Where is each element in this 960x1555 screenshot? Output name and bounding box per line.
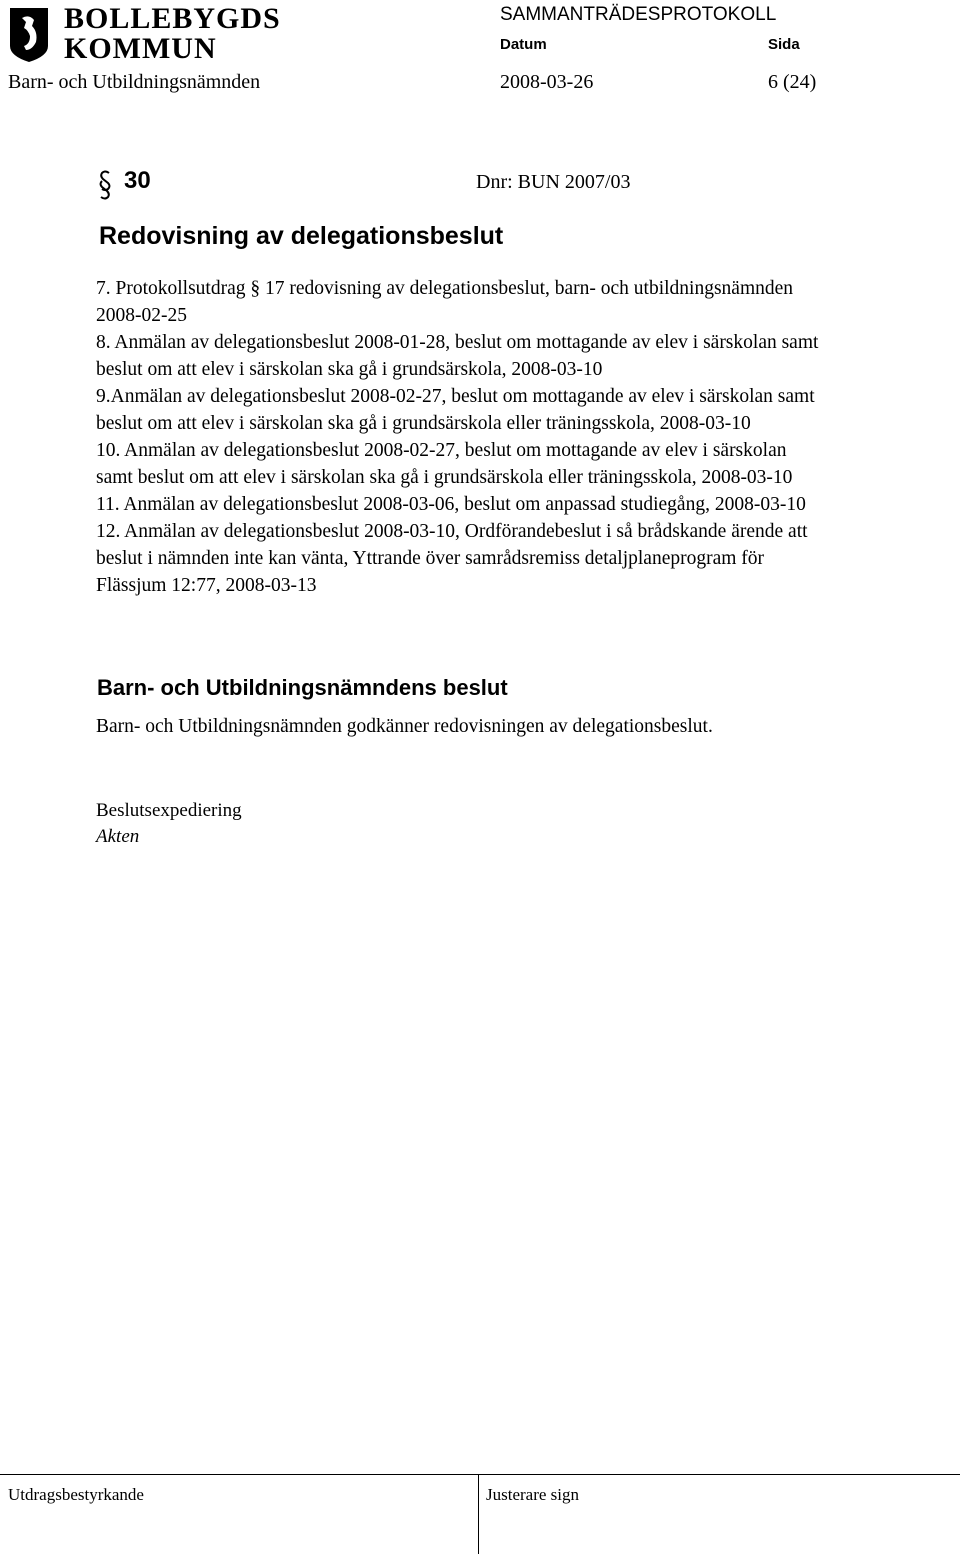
municipality-logo-icon: [8, 6, 50, 64]
list-line: 12. Anmälan av delegationsbeslut 2008-03-10, Ordförandebeslut i så brådskande ärende att: [96, 521, 808, 542]
logo-text-line2: KOMMUN: [64, 32, 217, 65]
list-line: samt beslut om att elev i särskolan ska gå i grundsärskola eller träningsskola, 2008-03-10: [96, 467, 793, 488]
list-line: beslut om att elev i särskolan ska gå i grundsärskola eller träningsskola, 2008-03-10: [96, 413, 751, 434]
paragraph-icon: [98, 170, 112, 200]
list-line: beslut i nämnden inte kan vänta, Yttrande över samrådsremiss detaljplaneprogram för: [96, 548, 765, 569]
expedition-label: Beslutsexpediering: [96, 800, 242, 821]
signature-footer: [0, 1474, 960, 1555]
list-line: 8. Anmälan av delegationsbeslut 2008-01-28, beslut om mottagande av elev i särskolan samt: [96, 332, 819, 353]
logo-text-line1: BOLLEBYGDS: [64, 2, 281, 35]
list-line: beslut om att elev i särskolan ska gå i grundsärskola, 2008-03-10: [96, 359, 603, 380]
diary-number: Dnr: BUN 2007/03: [476, 171, 631, 193]
decision-heading: Barn- och Utbildningsnämndens beslut: [97, 675, 508, 700]
footer-left-label: Utdragsbestyrkande: [8, 1485, 144, 1504]
list-line: 11. Anmälan av delegationsbeslut 2008-03-06, beslut om anpassad studiegång, 2008-03-10: [96, 494, 806, 515]
protocol-title: SAMMANTRÄDESPROTOKOLL: [500, 4, 777, 25]
section-title: Redovisning av delegationsbeslut: [99, 222, 504, 250]
footer-divider: [478, 1474, 479, 1554]
date-label: Datum: [500, 36, 547, 53]
committee-name: Barn- och Utbildningsnämnden: [8, 71, 261, 93]
meeting-date: 2008-03-26: [500, 71, 594, 93]
expedition-recipient: Akten: [96, 826, 140, 847]
list-line: 2008-02-25: [96, 305, 187, 326]
list-line: 10. Anmälan av delegationsbeslut 2008-02-27, beslut om mottagande av elev i särskolan: [96, 440, 787, 461]
decision-text: Barn- och Utbildningsnämnden godkänner redovisningen av delegationsbeslut.: [96, 716, 713, 737]
page-number: 6 (24): [768, 71, 817, 93]
list-line: 7. Protokollsutdrag § 17 redovisning av delegationsbeslut, barn- och utbildningsnämnden: [96, 278, 794, 299]
delegation-items-list: [96, 275, 956, 599]
page-label: Sida: [768, 36, 800, 53]
list-line: 9.Anmälan av delegationsbeslut 2008-02-27, beslut om mottagande av elev i särskolan samt: [96, 386, 815, 407]
section-number: 30: [124, 167, 151, 194]
footer-right-label: Justerare sign: [486, 1485, 580, 1504]
list-line: Flässjum 12:77, 2008-03-13: [96, 575, 317, 596]
